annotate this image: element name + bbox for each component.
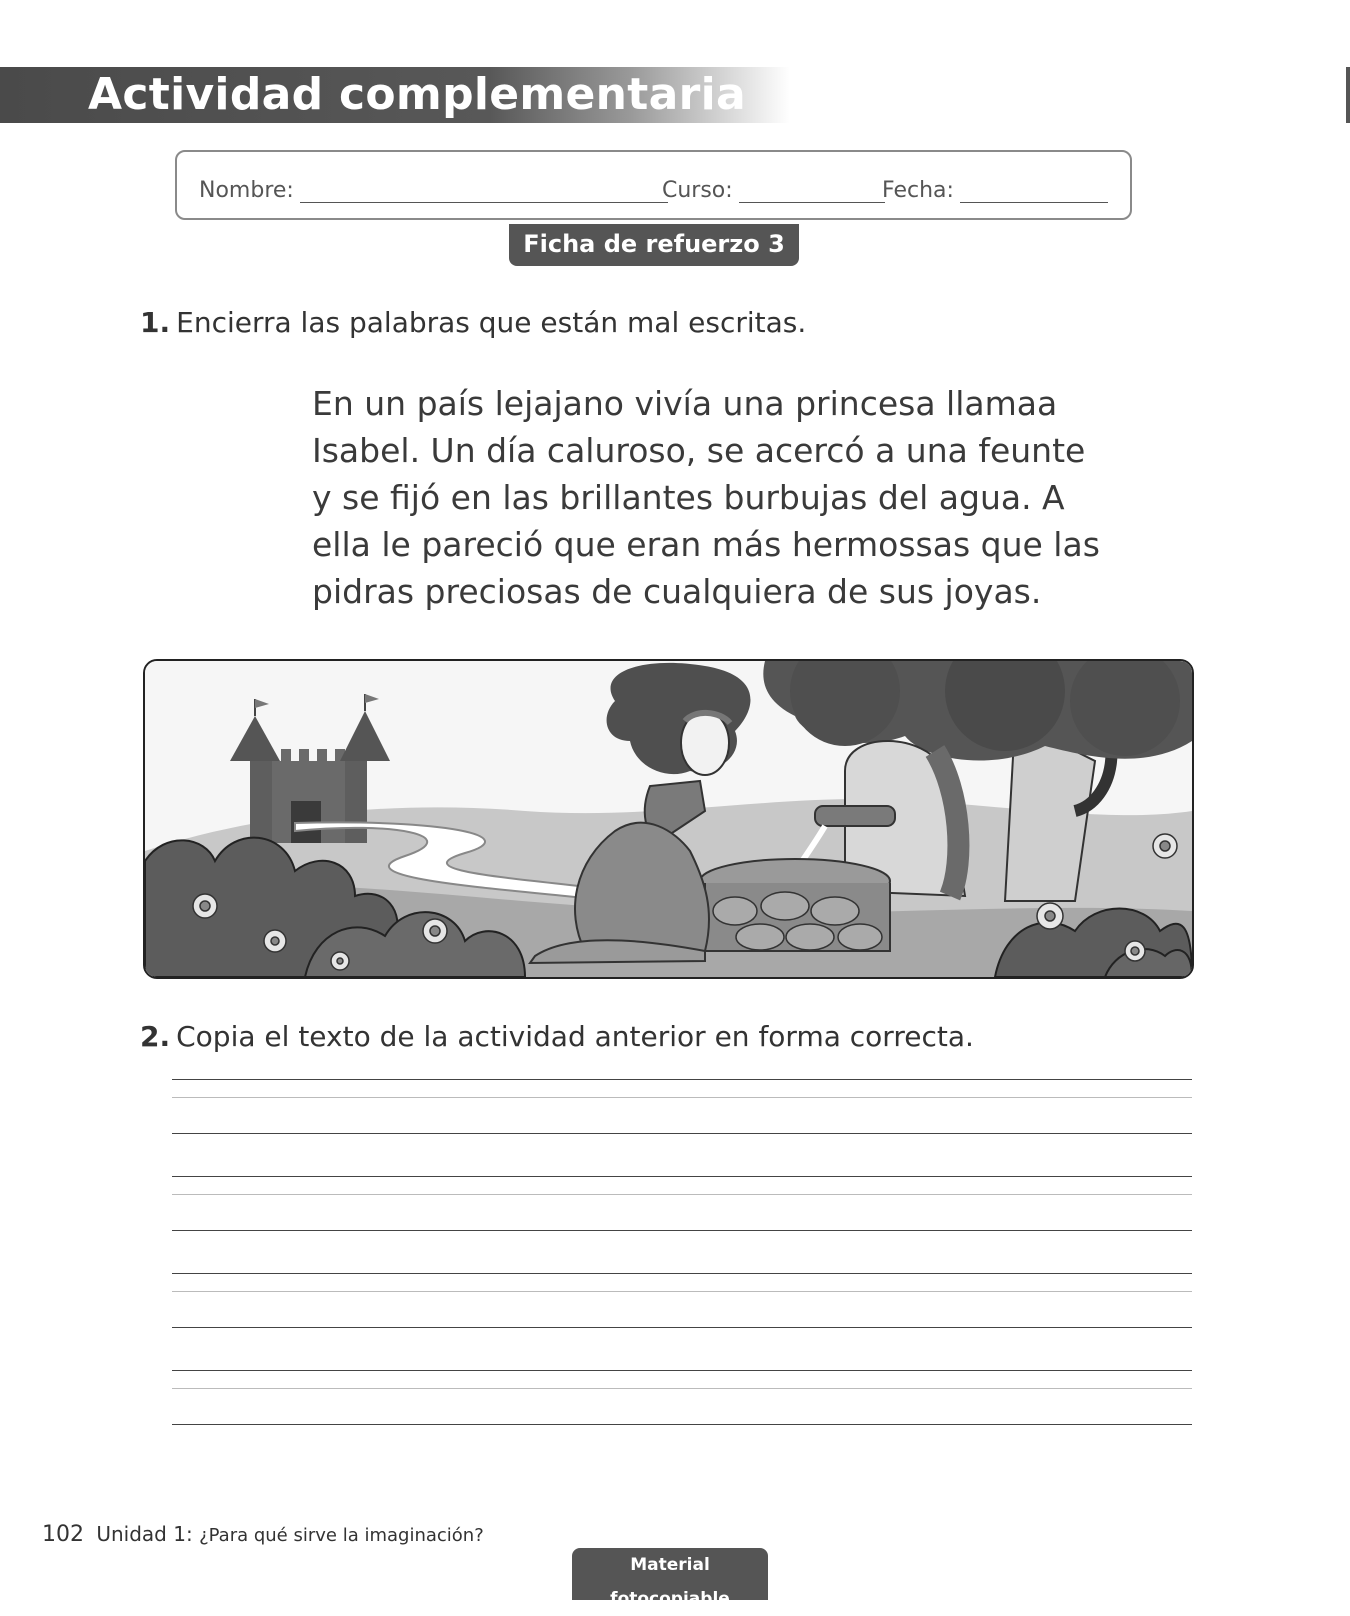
page-footer (42, 1522, 484, 1547)
question-1-number: 1. (140, 306, 171, 339)
writing-line[interactable] (172, 1133, 1192, 1134)
passage-line: pidras preciosas de cualquiera de sus joyas. (312, 572, 1042, 611)
name-line[interactable] (300, 176, 668, 203)
date-label: Fecha: (882, 178, 954, 203)
photocopiable-tab: Material fotocopiable (572, 1548, 768, 1600)
date-field[interactable] (882, 176, 1108, 203)
writing-guide-line (172, 1291, 1192, 1292)
course-line[interactable] (739, 176, 885, 203)
passage-line: Isabel. Un día caluroso, se acercó a una feunte (312, 431, 1086, 470)
page-edge-mark (1346, 67, 1350, 123)
writing-line[interactable] (172, 1230, 1192, 1231)
writing-guide-line (172, 1194, 1192, 1195)
name-field[interactable] (199, 176, 668, 203)
story-passage (312, 380, 1100, 615)
question-2 (140, 1020, 974, 1053)
question-1-text: Encierra las palabras que están mal escritas. (176, 306, 807, 339)
page-number: 102 (42, 1522, 84, 1547)
date-line[interactable] (960, 176, 1108, 203)
question-2-text: Copia el texto de la actividad anterior en forma correcta. (176, 1020, 974, 1053)
writing-line[interactable] (172, 1327, 1192, 1328)
writing-guide-line (172, 1388, 1192, 1389)
illustration-drawing (145, 661, 1192, 977)
writing-line[interactable] (172, 1370, 1192, 1371)
writing-line[interactable] (172, 1079, 1192, 1080)
passage-line: ella le pareció que eran más hermossas que las (312, 525, 1100, 564)
unit-title: ¿Para qué sirve la imaginación? (199, 1525, 484, 1546)
question-2-number: 2. (140, 1020, 171, 1053)
page-title: Actividad complementaria (88, 69, 747, 120)
writing-line[interactable] (172, 1273, 1192, 1274)
passage-line: En un país lejajano vivía una princesa llamaa (312, 384, 1058, 423)
princess-fountain-illustration (143, 659, 1194, 979)
course-field[interactable] (662, 176, 885, 203)
course-label: Curso: (662, 178, 733, 203)
name-label: Nombre: (199, 178, 294, 203)
writing-line[interactable] (172, 1424, 1192, 1425)
worksheet-tab: Ficha de refuerzo 3 (509, 224, 799, 266)
passage-line: y se fijó en las brillantes burbujas del agua. A (312, 478, 1065, 517)
writing-line[interactable] (172, 1176, 1192, 1177)
unit-label: Unidad 1: (96, 1522, 193, 1546)
question-1 (140, 306, 806, 339)
writing-guide-line (172, 1097, 1192, 1098)
